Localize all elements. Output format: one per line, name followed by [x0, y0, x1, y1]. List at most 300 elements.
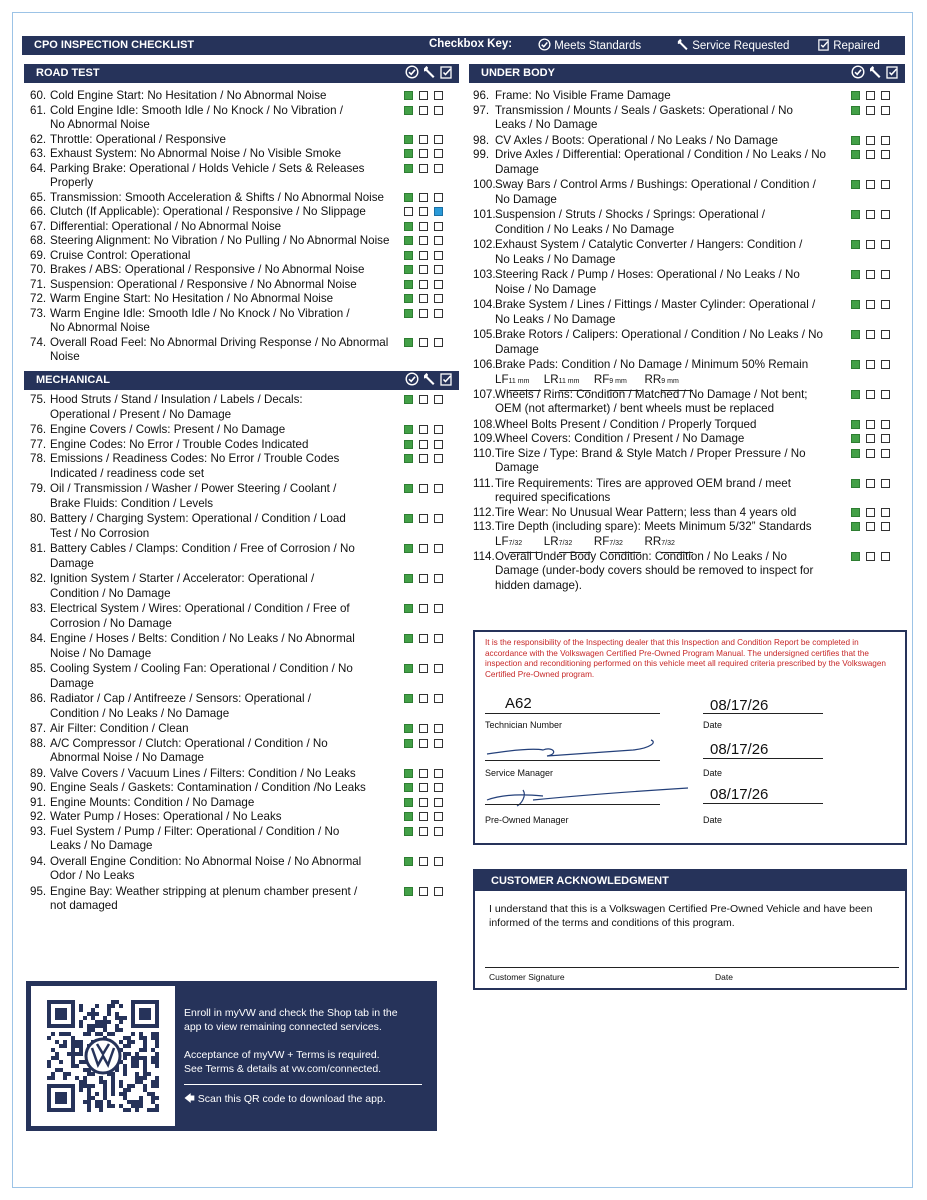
meets-standards-checkbox[interactable] — [851, 136, 860, 145]
repaired-checkbox[interactable] — [881, 360, 890, 369]
brake-pad-lr[interactable]: 11 mm — [559, 375, 591, 391]
item-text: Drive Axles / Differential: Operational / Condition / No Leaks / No — [495, 148, 827, 161]
repaired-checkbox[interactable] — [434, 251, 443, 260]
technician-number-value[interactable]: A62 — [505, 695, 532, 712]
section-key-icons — [405, 65, 453, 79]
item-text: Differential: Operational / No Abnormal Noise — [50, 219, 282, 233]
service-requested-checkbox[interactable] — [419, 812, 428, 821]
service-requested-checkbox[interactable] — [419, 604, 428, 613]
item-text: Damage (under-body covers should be removed to inspect for — [495, 564, 814, 577]
meets-standards-checkbox[interactable] — [404, 812, 413, 821]
meets-standards-checkbox[interactable] — [404, 574, 413, 583]
meets-standards-checkbox[interactable] — [404, 207, 413, 216]
checkbox-group — [404, 294, 443, 303]
repaired-checkbox[interactable] — [434, 236, 443, 245]
meets-standards-checkbox[interactable] — [404, 425, 413, 434]
item-number: 74. — [30, 335, 47, 349]
service-requested-checkbox[interactable] — [419, 265, 428, 274]
under-body-header — [469, 64, 905, 83]
service-requested-checkbox[interactable] — [866, 106, 875, 115]
service-requested-checkbox[interactable] — [419, 164, 428, 173]
repaired-checkbox[interactable] — [434, 135, 443, 144]
repaired-checkbox[interactable] — [881, 106, 890, 115]
item-number: 101. — [473, 208, 496, 221]
repaired-checkbox[interactable] — [881, 434, 890, 443]
meets-standards-checkbox[interactable] — [851, 479, 860, 488]
meets-standards-checkbox[interactable] — [404, 265, 413, 274]
service-requested-checkbox[interactable] — [419, 739, 428, 748]
checkbox-group — [851, 240, 890, 249]
item-text: OEM (not aftermarket) / bent wheels must be replaced — [495, 402, 775, 415]
item-text: Damage — [495, 162, 539, 176]
meets-standards-checkbox[interactable] — [851, 390, 860, 399]
item-number: 106. — [473, 358, 496, 371]
item-text: Exhaust System / Catalytic Converter / Hangers: Condition / — [495, 238, 803, 251]
item-text: Electrical System / Wires: Operational / Condition / Free of — [50, 602, 350, 615]
repaired-checkbox[interactable] — [434, 724, 443, 733]
service-requested-checkbox[interactable] — [419, 724, 428, 733]
repaired-checkbox[interactable] — [434, 694, 443, 703]
meets-standards-checkbox[interactable] — [404, 827, 413, 836]
checkbox-group — [404, 857, 443, 866]
item-text: Engine Bay: Weather stripping at plenum chamber present / — [50, 884, 358, 898]
meets-standards-checkbox[interactable] — [851, 420, 860, 429]
checkbox-group — [851, 270, 890, 279]
meets-standards-checkbox[interactable] — [851, 434, 860, 443]
meets-standards-checkbox[interactable] — [851, 240, 860, 249]
meets-standards-checkbox[interactable] — [404, 251, 413, 260]
meets-standards-checkbox[interactable] — [404, 309, 413, 318]
item-number: 78. — [30, 452, 47, 465]
brake-pad-rf[interactable]: 9 mm — [609, 375, 641, 391]
checkbox-group — [851, 106, 890, 115]
repaired-checkbox[interactable] — [881, 136, 890, 145]
item-number: 91. — [30, 795, 47, 809]
checkbox-group — [404, 395, 443, 404]
date-value-2[interactable]: 08/17/26 — [710, 741, 769, 758]
service-requested-checkbox[interactable] — [419, 827, 428, 836]
repaired-checkbox[interactable] — [434, 193, 443, 202]
service-requested-checkbox[interactable] — [866, 479, 875, 488]
repaired-checkbox[interactable] — [434, 149, 443, 158]
item-text: Overall Under Body Condition: Condition / No Leaks / No — [495, 549, 787, 563]
meets-standards-checkbox[interactable] — [851, 91, 860, 100]
date-label-2: Date — [703, 768, 723, 778]
item-text: Abnormal Noise / No Damage — [50, 751, 205, 764]
repaired-checkbox[interactable] — [881, 522, 890, 531]
service-requested-checkbox[interactable] — [419, 135, 428, 144]
technician-line — [485, 713, 660, 714]
service-manager-label: Service Manager — [485, 768, 554, 778]
item-number: 93. — [30, 824, 47, 838]
repaired-checkbox[interactable] — [434, 634, 443, 643]
meets-standards-checkbox[interactable] — [851, 552, 860, 561]
date-label-3: Date — [703, 815, 723, 825]
item-text: Damage — [50, 676, 94, 690]
item-text: Valve Covers / Vacuum Lines / Filters: Condition / No Leaks — [50, 766, 356, 780]
service-requested-checkbox[interactable] — [419, 294, 428, 303]
clipboard-check-icon — [439, 372, 453, 386]
repaired-checkbox[interactable] — [434, 798, 443, 807]
meets-standards-checkbox[interactable] — [404, 694, 413, 703]
item-text: Noise / No Damage — [495, 282, 597, 296]
service-requested-checkbox[interactable] — [419, 440, 428, 449]
repaired-checkbox[interactable] — [881, 210, 890, 219]
service-requested-checkbox[interactable] — [866, 136, 875, 145]
service-requested-checkbox[interactable] — [866, 300, 875, 309]
meets-standards-checkbox[interactable] — [851, 270, 860, 279]
service-requested-checkbox[interactable] — [866, 449, 875, 458]
service-requested-checkbox[interactable] — [866, 508, 875, 517]
service-requested-checkbox[interactable] — [866, 210, 875, 219]
promo-line-3: Acceptance of myVW + Terms is required. — [184, 1049, 380, 1061]
service-requested-checkbox[interactable] — [419, 484, 428, 493]
repaired-checkbox[interactable] — [881, 390, 890, 399]
repaired-checkbox[interactable] — [434, 265, 443, 274]
meets-standards-checkbox[interactable] — [404, 164, 413, 173]
service-requested-checkbox[interactable] — [866, 390, 875, 399]
repaired-checkbox[interactable] — [434, 294, 443, 303]
repaired-checkbox[interactable] — [881, 508, 890, 517]
date-line-1 — [703, 713, 823, 714]
date-line-3 — [703, 803, 823, 804]
meets-standards-checkbox[interactable] — [404, 484, 413, 493]
meets-standards-checkbox[interactable] — [404, 857, 413, 866]
meets-standards-checkbox[interactable] — [404, 106, 413, 115]
item-text: Engine Mounts: Condition / No Damage — [50, 795, 255, 809]
date-line-2 — [703, 758, 823, 759]
checklist-title: CPO INSPECTION CHECKLIST — [34, 39, 195, 51]
repaired-checkbox[interactable] — [434, 604, 443, 613]
meets-standards-checkbox[interactable] — [404, 514, 413, 523]
service-requested-checkbox[interactable] — [419, 207, 428, 216]
brake-pad-rr[interactable]: 9 mm — [661, 375, 693, 391]
meets-standards-checkbox[interactable] — [404, 222, 413, 231]
meets-standards-checkbox[interactable] — [851, 360, 860, 369]
repaired-checkbox[interactable] — [434, 769, 443, 778]
service-requested-checkbox[interactable] — [419, 634, 428, 643]
repaired-checkbox[interactable] — [434, 338, 443, 347]
item-text: Damage — [50, 556, 94, 570]
meets-standards-checkbox[interactable] — [851, 300, 860, 309]
repaired-checkbox[interactable] — [434, 309, 443, 318]
repaired-checkbox[interactable] — [881, 240, 890, 249]
meets-standards-checkbox[interactable] — [404, 236, 413, 245]
item-number: 95. — [30, 884, 47, 898]
item-text: Battery Cables / Clamps: Condition / Free of Corrosion / No — [50, 542, 355, 555]
checkbox-group — [851, 330, 890, 339]
repaired-checkbox[interactable] — [434, 280, 443, 289]
meets-standards-checkbox[interactable] — [404, 294, 413, 303]
repaired-checkbox[interactable] — [881, 330, 890, 339]
tire-depth-rr[interactable]: 7/32 — [661, 537, 693, 553]
meets-standards-checkbox[interactable] — [404, 395, 413, 404]
service-requested-checkbox[interactable] — [866, 180, 875, 189]
service-requested-checkbox[interactable] — [419, 454, 428, 463]
repaired-checkbox[interactable] — [434, 783, 443, 792]
checklist-header-bar — [22, 36, 905, 55]
clipboard-check-icon — [439, 65, 453, 79]
checkbox-group — [404, 164, 443, 173]
preowned-manager-line — [485, 804, 660, 805]
meets-standards-checkbox[interactable] — [404, 798, 413, 807]
checkbox-group — [404, 280, 443, 289]
meets-standards-checkbox[interactable] — [404, 454, 413, 463]
meets-standards-checkbox[interactable] — [404, 440, 413, 449]
myvw-promo-panel — [26, 981, 437, 1131]
checkbox-group — [404, 724, 443, 733]
meets-standards-checkbox[interactable] — [851, 330, 860, 339]
repaired-checkbox[interactable] — [434, 106, 443, 115]
meets-standards-checkbox[interactable] — [404, 135, 413, 144]
brake-pad-lf[interactable]: 11 mm — [509, 375, 541, 391]
service-manager-signature — [483, 732, 663, 762]
item-text: Leaks / No Damage — [495, 118, 598, 131]
service-requested-checkbox[interactable] — [419, 91, 428, 100]
service-requested-checkbox[interactable] — [419, 574, 428, 583]
repaired-checkbox[interactable] — [434, 454, 443, 463]
repaired-checkbox[interactable] — [434, 739, 443, 748]
service-requested-checkbox[interactable] — [419, 280, 428, 289]
meets-standards-checkbox[interactable] — [851, 180, 860, 189]
acknowledgment-header — [475, 871, 905, 891]
promo-divider — [184, 1084, 422, 1085]
service-requested-checkbox[interactable] — [419, 514, 428, 523]
acknowledgment-title: CUSTOMER ACKNOWLEDGMENT — [491, 875, 669, 887]
date-label-1: Date — [703, 720, 723, 730]
repaired-checkbox[interactable] — [434, 574, 443, 583]
checkbox-group — [404, 440, 443, 449]
item-text: No Abnormal Noise — [50, 118, 150, 131]
item-number: 73. — [30, 306, 47, 320]
customer-signature-label: Customer Signature — [489, 972, 565, 982]
item-number: 61. — [30, 103, 47, 117]
repaired-checkbox[interactable] — [434, 664, 443, 673]
checkbox-group — [404, 664, 443, 673]
item-text: Noise / No Damage — [50, 646, 152, 660]
service-requested-checkbox[interactable] — [419, 251, 428, 260]
meets-standards-checkbox[interactable] — [851, 106, 860, 115]
tire-depth-rf[interactable]: 7/32 — [609, 537, 641, 553]
repaired-checkbox[interactable] — [434, 857, 443, 866]
meets-standards-checkbox[interactable] — [404, 664, 413, 673]
service-requested-checkbox[interactable] — [419, 544, 428, 553]
repaired-checkbox[interactable] — [881, 420, 890, 429]
item-number: 81. — [30, 542, 47, 555]
item-text: Wheel Covers: Condition / Present / No Damage — [495, 432, 745, 445]
service-requested-checkbox[interactable] — [419, 222, 428, 231]
service-requested-checkbox[interactable] — [419, 309, 428, 318]
service-requested-checkbox[interactable] — [419, 338, 428, 347]
meets-standards-checkbox[interactable] — [851, 508, 860, 517]
wrench-icon — [422, 372, 436, 386]
item-text: Brakes / ABS: Operational / Responsive / No Abnormal Noise — [50, 263, 365, 276]
tire-depth-lf[interactable]: 7/32 — [509, 537, 541, 553]
item-number: 63. — [30, 147, 47, 160]
repaired-checkbox[interactable] — [434, 207, 443, 216]
repaired-checkbox[interactable] — [434, 164, 443, 173]
item-text: Brake Rotors / Calipers: Operational / Condition / No Leaks / No — [495, 328, 823, 341]
repaired-checkbox[interactable] — [434, 222, 443, 231]
repaired-checkbox[interactable] — [881, 180, 890, 189]
item-text: Clutch (If Applicable): Operational / Responsive / No Slippage — [50, 205, 366, 218]
service-requested-checkbox[interactable] — [866, 91, 875, 100]
item-text: Engine Seals / Gaskets: Contamination / Condition /No Leaks — [50, 781, 366, 794]
check-circle-icon — [538, 38, 551, 51]
service-requested-checkbox[interactable] — [866, 434, 875, 443]
service-requested-checkbox[interactable] — [419, 798, 428, 807]
repaired-checkbox[interactable] — [881, 449, 890, 458]
arrow-left-icon: 🡄 — [184, 1093, 195, 1105]
checkbox-group — [404, 106, 443, 115]
meets-standards-checkbox[interactable] — [404, 739, 413, 748]
meets-standards-checkbox[interactable] — [851, 150, 860, 159]
item-number: 85. — [30, 662, 47, 675]
meets-standards-checkbox[interactable] — [851, 449, 860, 458]
item-text: Wheels / Rims: Condition / Matched / No Damage / Not bent; — [495, 387, 808, 401]
key-meets-standards: Meets Standards — [538, 38, 641, 52]
certification-box — [473, 630, 907, 845]
wrench-icon — [676, 38, 689, 51]
repaired-checkbox[interactable] — [434, 544, 443, 553]
checkbox-group — [851, 136, 890, 145]
checkbox-group — [851, 434, 890, 443]
service-requested-checkbox[interactable] — [419, 783, 428, 792]
repaired-checkbox[interactable] — [434, 91, 443, 100]
meets-standards-checkbox[interactable] — [404, 783, 413, 792]
date-value-3[interactable]: 08/17/26 — [710, 786, 769, 803]
service-requested-checkbox[interactable] — [866, 552, 875, 561]
meets-standards-checkbox[interactable] — [404, 91, 413, 100]
checkbox-group — [404, 514, 443, 523]
item-text: Fuel System / Pump / Filter: Operational / Condition / No — [50, 824, 340, 838]
checkbox-key-label: Checkbox Key: — [429, 38, 513, 50]
service-requested-checkbox[interactable] — [419, 664, 428, 673]
item-text: Exhaust System: No Abnormal Noise / No Visible Smoke — [50, 147, 342, 160]
item-text: Water Pump / Hoses: Operational / No Leaks — [50, 810, 282, 823]
repaired-checkbox[interactable] — [434, 812, 443, 821]
item-text: Cruise Control: Operational — [50, 248, 191, 262]
repaired-checkbox[interactable] — [881, 91, 890, 100]
brake-pad-measurements: LF11 mm LR11 mm RF9 mm RR9 mm — [495, 373, 693, 391]
meets-standards-checkbox[interactable] — [404, 544, 413, 553]
service-requested-checkbox[interactable] — [419, 857, 428, 866]
repaired-checkbox[interactable] — [881, 479, 890, 488]
item-number: 107. — [473, 387, 496, 401]
road-test-title: ROAD TEST — [36, 67, 100, 79]
repaired-checkbox[interactable] — [434, 440, 443, 449]
repaired-checkbox[interactable] — [881, 150, 890, 159]
repaired-checkbox[interactable] — [434, 425, 443, 434]
meets-standards-checkbox[interactable] — [404, 724, 413, 733]
repaired-checkbox[interactable] — [434, 827, 443, 836]
meets-standards-checkbox[interactable] — [404, 280, 413, 289]
service-requested-checkbox[interactable] — [419, 106, 428, 115]
item-number: 80. — [30, 512, 47, 525]
repaired-checkbox[interactable] — [881, 270, 890, 279]
item-text: Brake Fluids: Condition / Levels — [50, 496, 214, 510]
customer-signature-line[interactable] — [485, 967, 899, 968]
item-text: Brake Pads: Condition / No Damage / Minimum 50% Remain — [495, 358, 809, 371]
item-text: Throttle: Operational / Responsive — [50, 132, 226, 146]
service-requested-checkbox[interactable] — [866, 360, 875, 369]
service-requested-checkbox[interactable] — [419, 236, 428, 245]
item-text: Overall Road Feel: No Abnormal Driving Response / No Abnormal — [50, 335, 389, 349]
checkbox-group — [404, 887, 443, 896]
checkbox-group — [851, 300, 890, 309]
item-text: Brake System / Lines / Fittings / Master Cylinder: Operational / — [495, 298, 816, 311]
item-number: 99. — [473, 148, 490, 161]
item-text: not damaged — [50, 899, 118, 912]
item-number: 97. — [473, 103, 490, 117]
repaired-checkbox[interactable] — [434, 887, 443, 896]
service-requested-checkbox[interactable] — [419, 425, 428, 434]
meets-standards-checkbox[interactable] — [851, 522, 860, 531]
item-text: Overall Engine Condition: No Abnormal Noise / No Abnormal — [50, 854, 362, 868]
item-text: Oil / Transmission / Washer / Power Steering / Coolant / — [50, 482, 337, 495]
meets-standards-checkbox[interactable] — [404, 149, 413, 158]
meets-standards-checkbox[interactable] — [404, 634, 413, 643]
section-key-icons — [405, 372, 453, 386]
service-requested-checkbox[interactable] — [866, 150, 875, 159]
service-requested-checkbox[interactable] — [419, 395, 428, 404]
repaired-checkbox[interactable] — [434, 514, 443, 523]
service-requested-checkbox[interactable] — [866, 420, 875, 429]
meets-standards-checkbox[interactable] — [404, 338, 413, 347]
item-text: CV Axles / Boots: Operational / No Leaks / No Damage — [495, 133, 778, 147]
meets-standards-checkbox[interactable] — [851, 210, 860, 219]
repaired-checkbox[interactable] — [434, 484, 443, 493]
checkbox-group — [404, 769, 443, 778]
item-text: Suspension: Operational / Responsive / No Abnormal Noise — [50, 277, 357, 291]
item-number: 71. — [30, 277, 47, 291]
item-text: Frame: No Visible Frame Damage — [495, 89, 671, 102]
under-body-title: UNDER BODY — [481, 67, 555, 79]
checkbox-group — [404, 739, 443, 748]
service-requested-checkbox[interactable] — [419, 193, 428, 202]
item-text: required specifications — [495, 491, 611, 504]
service-requested-checkbox[interactable] — [866, 330, 875, 339]
meets-standards-checkbox[interactable] — [404, 887, 413, 896]
tire-depth-lr[interactable]: 7/32 — [559, 537, 591, 553]
checkbox-group — [404, 309, 443, 318]
repaired-checkbox[interactable] — [881, 300, 890, 309]
meets-standards-checkbox[interactable] — [404, 769, 413, 778]
item-number: 104. — [473, 298, 496, 311]
repaired-checkbox[interactable] — [434, 395, 443, 404]
item-number: 110. — [473, 446, 495, 460]
service-requested-checkbox[interactable] — [419, 769, 428, 778]
meets-standards-checkbox[interactable] — [404, 193, 413, 202]
service-requested-checkbox[interactable] — [419, 887, 428, 896]
meets-standards-checkbox[interactable] — [404, 604, 413, 613]
service-requested-checkbox[interactable] — [866, 240, 875, 249]
item-text: Transmission / Mounts / Seals / Gaskets: Operational / No — [495, 103, 793, 117]
service-requested-checkbox[interactable] — [866, 522, 875, 531]
item-number: 62. — [30, 132, 47, 146]
repaired-checkbox[interactable] — [881, 552, 890, 561]
checkbox-group — [404, 265, 443, 274]
qr-code[interactable] — [31, 986, 175, 1126]
service-requested-checkbox[interactable] — [419, 694, 428, 703]
item-number: 79. — [30, 482, 47, 495]
date-value-1[interactable]: 08/17/26 — [710, 697, 769, 714]
check-circle-icon — [405, 65, 419, 79]
service-requested-checkbox[interactable] — [866, 270, 875, 279]
customer-date-label: Date — [715, 972, 733, 982]
service-requested-checkbox[interactable] — [419, 149, 428, 158]
key-repaired: Repaired — [817, 38, 880, 52]
